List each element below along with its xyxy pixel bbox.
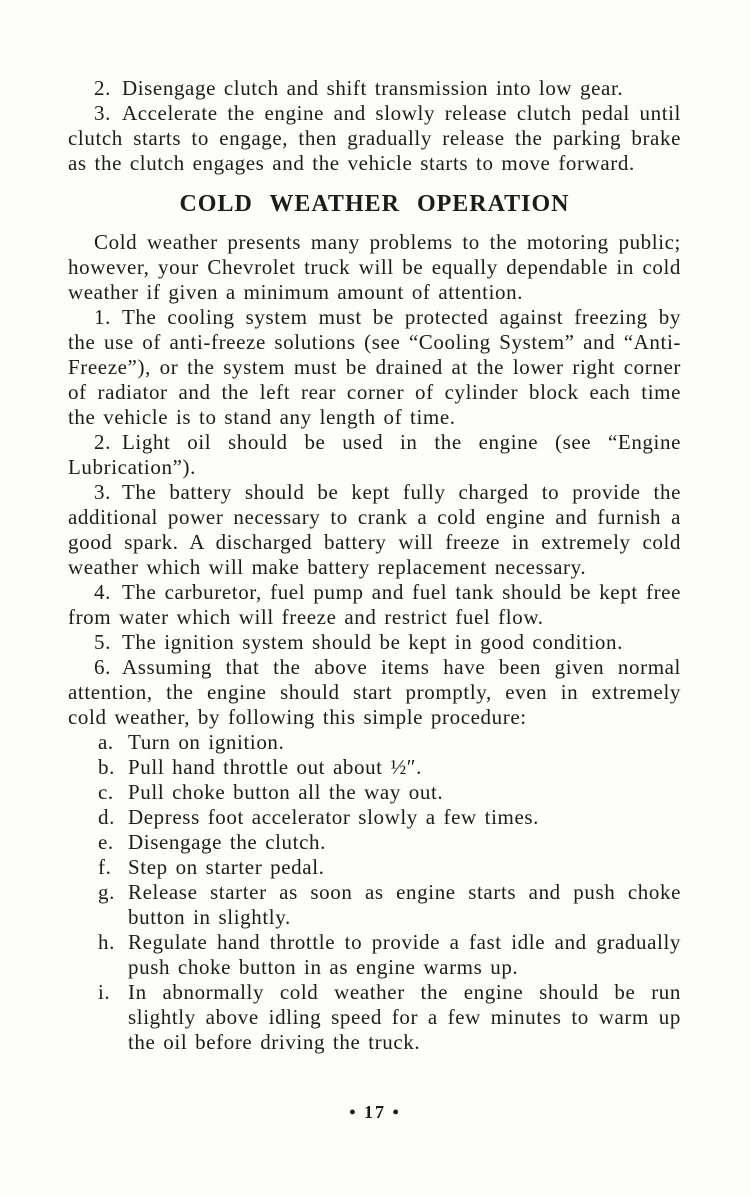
item-number: 6. (94, 655, 111, 679)
procedure-text: Turn on ignition. (128, 730, 285, 754)
procedure-letter: h. (98, 930, 115, 954)
procedure-letter: g. (98, 880, 115, 904)
procedure-item (68, 830, 681, 855)
procedure-letter: a. (98, 730, 114, 754)
procedure-letter: i. (98, 980, 111, 1004)
item-number: 2. (94, 430, 111, 454)
item-number: 5. (94, 630, 111, 654)
item-text: Assuming that the above items have been given normal attention, the engine should start promptly, even in extremely cold weather, by following this simple procedure: (68, 655, 681, 729)
procedure-letter: e. (98, 830, 114, 854)
procedure-text: Disengage the clutch. (128, 830, 326, 854)
item-text: Accelerate the engine and slowly release clutch pedal until clutch starts to engage, then gradually release the parking brake as the clutch engages and the vehicle starts to move forward. (68, 101, 681, 175)
item-text: The carburetor, fuel pump and fuel tank should be kept free from water which will freeze and restrict fuel flow. (68, 580, 681, 629)
intro-item (68, 76, 681, 101)
numbered-item (68, 630, 681, 655)
section-heading: COLD WEATHER OPERATION (179, 191, 570, 217)
numbered-item (68, 430, 681, 480)
procedure-item (68, 780, 681, 805)
procedure-item (68, 730, 681, 755)
procedure-list (68, 730, 681, 1055)
procedure-item (68, 980, 681, 1055)
procedure-text: Pull choke button all the way out. (128, 780, 444, 804)
numbered-item (68, 305, 681, 430)
item-text: Light oil should be used in the engine (see “Engine Lubrication”). (68, 430, 681, 479)
procedure-text: Pull hand throttle out about ½″. (128, 755, 423, 779)
item-number: 3. (94, 480, 111, 504)
item-number: 4. (94, 580, 111, 604)
procedure-item (68, 755, 681, 780)
numbered-item (68, 655, 681, 730)
procedure-text: In abnormally cold weather the engine should be run slightly above idling speed for a few minutes to warm up the oil before driving the truck. (128, 980, 681, 1054)
item-text: The ignition system should be kept in good condition. (121, 630, 623, 654)
procedure-letter: d. (98, 805, 115, 829)
procedure-letter: b. (98, 755, 115, 779)
intro-item (68, 101, 681, 176)
procedure-text: Step on starter pedal. (128, 855, 325, 879)
item-text: The cooling system must be protected against freezing by the use of anti-freeze solutions (see “Cooling System” and “Anti-Freeze”), or the system must be drained at the lower right corner of radiator and the left rear corner of cylinder block each time the vehicle is to stand any length of time. (68, 305, 681, 429)
numbered-item (68, 580, 681, 630)
procedure-item (68, 855, 681, 880)
item-text: Disengage clutch and shift transmission into low gear. (121, 76, 624, 100)
page-content (68, 76, 681, 1055)
procedure-item (68, 930, 681, 980)
procedure-letter: c. (98, 780, 114, 804)
procedure-text: Depress foot accelerator slowly a few times. (128, 805, 540, 829)
procedure-letter: f. (98, 855, 112, 879)
item-number: 1. (94, 305, 111, 329)
page-number: • 17 • (349, 1102, 401, 1122)
procedure-text: Regulate hand throttle to provide a fast idle and gradually push choke button in as engine warms up. (128, 930, 681, 979)
procedure-item (68, 805, 681, 830)
item-text: The battery should be kept fully charged to provide the additional power necessary to crank a cold engine and furnish a good spark. A discharged battery will freeze in extremely cold weather which will make battery replacement necessary. (68, 480, 681, 579)
numbered-item (68, 480, 681, 580)
procedure-text: Release starter as soon as engine starts and push choke button in slightly. (128, 880, 681, 929)
procedure-item (68, 880, 681, 930)
lead-paragraph: Cold weather presents many problems to the motoring public; however, your Chevrolet truck will be equally dependable in cold weather if given a minimum amount of attention. (68, 230, 681, 304)
item-number: 2. (94, 76, 111, 100)
item-number: 3. (94, 101, 111, 125)
